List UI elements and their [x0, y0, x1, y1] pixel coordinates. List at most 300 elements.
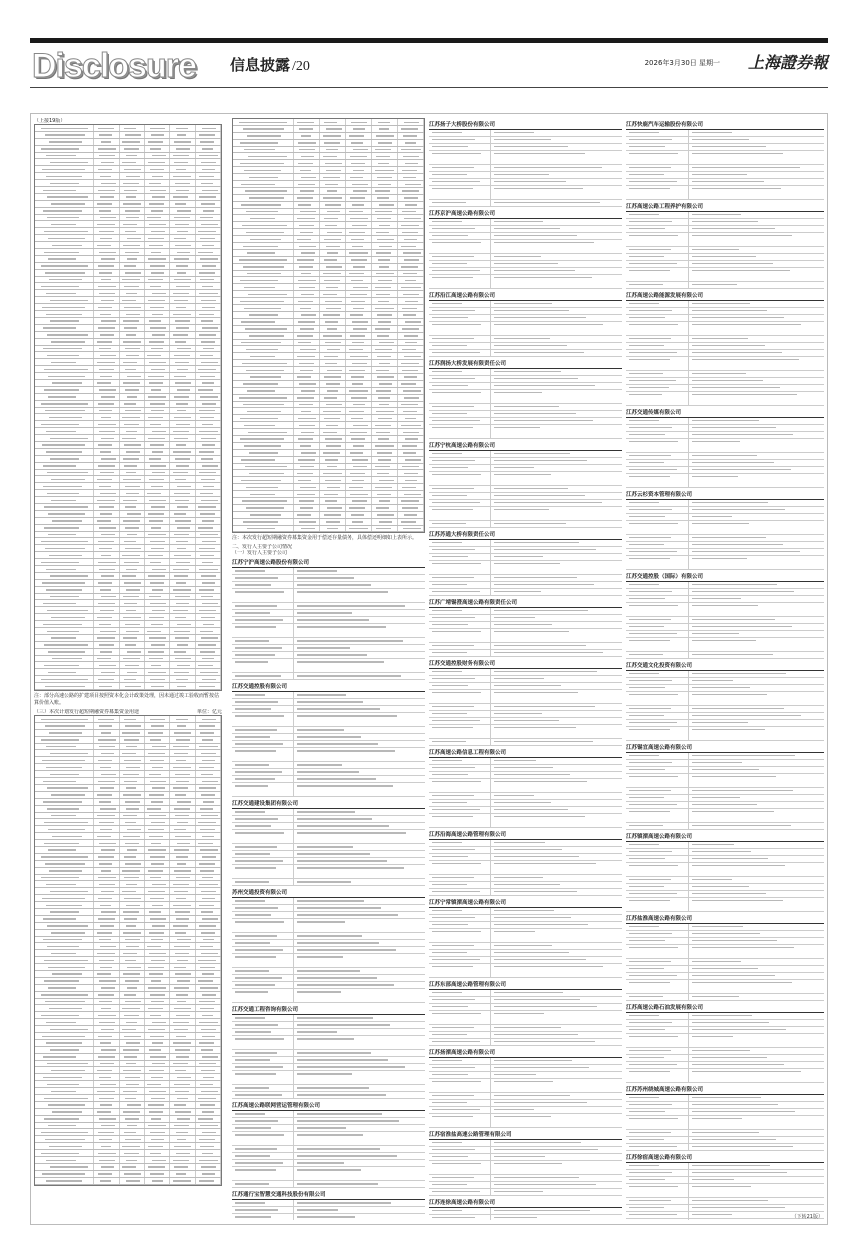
table-cell	[372, 477, 398, 483]
table-cell	[196, 771, 221, 777]
table-row	[35, 332, 221, 339]
table-cell	[196, 750, 221, 756]
table-row	[35, 730, 221, 737]
table-cell	[320, 126, 346, 132]
table-cell	[145, 971, 170, 977]
table-row	[35, 1157, 221, 1164]
table-cell	[170, 380, 195, 386]
table-cell	[320, 491, 346, 497]
table-cell	[294, 257, 320, 263]
table-cell	[170, 153, 195, 159]
table-cell	[372, 457, 398, 463]
table-cell	[94, 332, 119, 338]
table-cell	[196, 1081, 221, 1087]
profile-row	[626, 945, 824, 959]
table-cell	[120, 649, 145, 655]
table-cell	[294, 209, 320, 215]
table-cell	[398, 119, 424, 125]
table-cell	[398, 298, 424, 304]
continued-footer: （下转21版）	[791, 1214, 823, 1220]
table-cell	[145, 159, 170, 165]
profile-row	[429, 322, 622, 336]
table-cell	[196, 819, 221, 825]
table-cell	[196, 683, 221, 689]
table-cell	[294, 319, 320, 325]
table-cell	[398, 277, 424, 283]
table-cell	[35, 442, 94, 448]
table-cell	[94, 166, 119, 172]
table-cell	[346, 243, 372, 249]
table-cell	[35, 332, 94, 338]
table-cell	[398, 312, 424, 318]
table-row	[233, 222, 424, 229]
table-cell	[35, 352, 94, 358]
table-cell	[145, 394, 170, 400]
profile-row	[232, 989, 425, 1003]
table-cell	[145, 628, 170, 634]
table-cell	[294, 250, 320, 256]
table-cell	[170, 730, 195, 736]
table-cell	[294, 388, 320, 394]
table-cell	[35, 635, 94, 641]
table-row	[35, 208, 221, 215]
table-row	[35, 840, 221, 847]
profile-row	[232, 603, 425, 610]
table-cell	[233, 222, 294, 228]
table-cell	[196, 902, 221, 908]
table-cell	[320, 395, 346, 401]
table-cell	[196, 642, 221, 648]
table-cell	[94, 628, 119, 634]
table-cell	[94, 277, 119, 283]
table-row	[35, 1102, 221, 1109]
table-cell	[196, 476, 221, 482]
section-heading: 二、发行人主要子公司情况	[232, 544, 293, 551]
table-cell	[320, 119, 346, 125]
table-cell	[145, 676, 170, 682]
table-cell	[233, 477, 294, 483]
table-cell	[94, 587, 119, 593]
table-cell	[196, 930, 221, 936]
table-cell	[346, 457, 372, 463]
table-cell	[346, 277, 372, 283]
table-cell	[170, 1150, 195, 1156]
table-cell	[233, 271, 294, 277]
table-row	[233, 443, 424, 450]
profile-row	[232, 1167, 425, 1181]
table-cell	[94, 408, 119, 414]
table-cell	[320, 450, 346, 456]
table-cell	[120, 642, 145, 648]
profile-row	[626, 542, 824, 549]
table-cell	[145, 881, 170, 887]
table-cell	[94, 888, 119, 894]
table-cell	[170, 649, 195, 655]
profile-row	[626, 1062, 824, 1069]
table-cell	[120, 442, 145, 448]
table-cell	[294, 298, 320, 304]
table-cell	[294, 188, 320, 194]
table-cell	[398, 395, 424, 401]
table-cell	[145, 723, 170, 729]
table-cell	[94, 750, 119, 756]
table-cell	[372, 133, 398, 139]
table-cell	[196, 881, 221, 887]
company-name: 江苏交通控股财务有限公司	[429, 660, 622, 669]
table-cell	[346, 298, 372, 304]
table-cell	[196, 1164, 221, 1170]
table-row	[35, 304, 221, 311]
table-cell	[398, 236, 424, 242]
table-cell	[145, 875, 170, 881]
table-cell	[170, 1116, 195, 1122]
company-profile	[429, 749, 622, 828]
table-cell	[170, 1129, 195, 1135]
table-cell	[233, 457, 294, 463]
table-cell	[294, 340, 320, 346]
profile-row	[626, 842, 824, 849]
table-row	[35, 662, 221, 669]
table-cell	[145, 750, 170, 756]
table-cell	[94, 1123, 119, 1129]
table-cell	[196, 435, 221, 441]
table-cell	[35, 649, 94, 655]
profile-row	[626, 254, 824, 261]
table-cell	[94, 428, 119, 434]
table-cell	[346, 153, 372, 159]
company-name: 江苏通行宝智慧交通科技股份有限公司	[232, 1191, 425, 1200]
table-cell	[35, 1005, 94, 1011]
table-cell	[346, 498, 372, 504]
table-cell	[120, 311, 145, 317]
table-cell	[372, 167, 398, 173]
company-profile	[429, 360, 622, 439]
table-cell	[170, 297, 195, 303]
table-cell	[196, 854, 221, 860]
table-cell	[170, 159, 195, 165]
table-cell	[35, 813, 94, 819]
table-cell	[294, 429, 320, 435]
table-cell	[294, 133, 320, 139]
profile-row	[232, 809, 425, 816]
company-name: 江苏苏通大桥有限责任公司	[429, 531, 622, 540]
table-cell	[120, 909, 145, 915]
table-cell	[120, 1143, 145, 1149]
table-cell	[94, 656, 119, 662]
table-row	[35, 723, 221, 730]
table-cell	[233, 215, 294, 221]
table-cell	[170, 146, 195, 152]
table-cell	[170, 614, 195, 620]
table-cell	[120, 1061, 145, 1067]
table-cell	[196, 1054, 221, 1060]
table-cell	[372, 402, 398, 408]
table-cell	[94, 1026, 119, 1032]
table-cell	[35, 283, 94, 289]
profile-row	[626, 678, 824, 685]
table-cell	[145, 518, 170, 524]
table-cell	[94, 895, 119, 901]
profile-row	[626, 727, 824, 741]
table-cell	[35, 249, 94, 255]
table-cell	[398, 202, 424, 208]
table-cell	[120, 1033, 145, 1039]
table-cell	[346, 477, 372, 483]
table-cell	[346, 126, 372, 132]
table-cell	[35, 456, 94, 462]
table-cell	[346, 119, 372, 125]
table-cell	[94, 283, 119, 289]
profile-row	[429, 554, 622, 561]
table-cell	[196, 532, 221, 538]
table-cell	[35, 304, 94, 310]
table-row	[35, 428, 221, 435]
profile-row	[429, 772, 622, 779]
table-cell	[120, 750, 145, 756]
table-cell	[233, 346, 294, 352]
table-cell	[372, 250, 398, 256]
profile-row	[429, 561, 622, 575]
table-cell	[196, 1040, 221, 1046]
table-row	[35, 992, 221, 999]
profile-row	[429, 172, 622, 179]
table-cell	[94, 875, 119, 881]
table-cell	[233, 388, 294, 394]
profile-row	[232, 706, 425, 713]
table-row	[35, 1012, 221, 1019]
table-row	[35, 442, 221, 449]
table-cell	[35, 594, 94, 600]
profile-row	[429, 950, 622, 957]
table-cell	[120, 840, 145, 846]
profile-row	[429, 676, 622, 683]
table-cell	[145, 304, 170, 310]
table-cell	[170, 366, 195, 372]
table-cell	[120, 297, 145, 303]
profile-row	[626, 514, 824, 521]
table-cell	[372, 215, 398, 221]
table-cell	[35, 559, 94, 565]
profile-row	[626, 1130, 824, 1137]
company-profile	[429, 1131, 622, 1196]
table-cell	[94, 833, 119, 839]
table-cell	[94, 930, 119, 936]
table-cell	[398, 408, 424, 414]
table-row	[35, 346, 221, 353]
table-cell	[120, 304, 145, 310]
profile-row	[626, 1116, 824, 1130]
profile-row	[626, 624, 824, 631]
table-cell	[170, 819, 195, 825]
table-cell	[145, 476, 170, 482]
table-cell	[170, 559, 195, 565]
table-cell	[196, 909, 221, 915]
table-cell	[320, 429, 346, 435]
table-cell	[170, 676, 195, 682]
table-cell	[35, 1067, 94, 1073]
table-cell	[233, 360, 294, 366]
profile-row	[626, 1177, 824, 1184]
table-cell	[233, 160, 294, 166]
table-row	[35, 1143, 221, 1150]
profile-row	[626, 973, 824, 980]
table-cell	[35, 173, 94, 179]
table-cell	[196, 366, 221, 372]
company-name: 江苏徐宿高速公路有限公司	[626, 1154, 824, 1163]
table-cell	[196, 1088, 221, 1094]
table-cell	[120, 875, 145, 881]
profile-row	[429, 144, 622, 151]
profile-row	[626, 994, 824, 1001]
table-cell	[346, 415, 372, 421]
profile-row	[626, 418, 824, 425]
table-cell	[145, 132, 170, 138]
profile-row	[232, 645, 425, 652]
table-cell	[372, 153, 398, 159]
table-cell	[35, 1171, 94, 1177]
profile-row	[626, 350, 824, 357]
table-cell	[120, 1136, 145, 1142]
table-row	[35, 1040, 221, 1047]
table-cell	[233, 484, 294, 490]
table-cell	[120, 318, 145, 324]
profile-row	[626, 343, 824, 350]
table-cell	[372, 408, 398, 414]
table-cell	[346, 484, 372, 490]
table-cell	[120, 456, 145, 462]
table-cell	[145, 456, 170, 462]
table-cell	[145, 1040, 170, 1046]
table-row	[35, 868, 221, 875]
table-cell	[372, 140, 398, 146]
table-row	[233, 395, 424, 402]
table-row	[233, 408, 424, 415]
table-cell	[170, 290, 195, 296]
profile-row	[429, 711, 622, 718]
table-cell	[35, 799, 94, 805]
profile-row	[626, 809, 824, 823]
profile-row	[232, 898, 425, 905]
table-cell	[35, 930, 94, 936]
table-cell	[145, 428, 170, 434]
table-cell	[120, 339, 145, 345]
table-cell	[196, 139, 221, 145]
table-cell	[233, 374, 294, 380]
table-cell	[196, 166, 221, 172]
table-cell	[372, 415, 398, 421]
table-cell	[120, 957, 145, 963]
table-row	[35, 861, 221, 868]
table-cell	[145, 532, 170, 538]
table-cell	[120, 1012, 145, 1018]
table-cell	[35, 943, 94, 949]
table-row	[233, 381, 424, 388]
table-cell	[170, 785, 195, 791]
table-cell	[94, 683, 119, 689]
table-cell	[120, 978, 145, 984]
table-cell	[94, 716, 119, 722]
table-cell	[145, 819, 170, 825]
table-cell	[372, 519, 398, 525]
table-cell	[94, 339, 119, 345]
table-cell	[233, 443, 294, 449]
table-cell	[346, 188, 372, 194]
profile-row	[429, 383, 622, 390]
table-cell	[120, 153, 145, 159]
table-cell	[170, 1054, 195, 1060]
table-cell	[120, 249, 145, 255]
table-cell	[35, 263, 94, 269]
profile-row	[232, 1207, 425, 1214]
table-cell	[233, 512, 294, 518]
company-profile	[429, 210, 622, 289]
table-cell	[233, 243, 294, 249]
table-cell	[145, 139, 170, 145]
table-row	[233, 498, 424, 505]
profile-row	[626, 282, 824, 289]
table-row	[233, 264, 424, 271]
table-cell	[145, 1088, 170, 1094]
table-cell	[170, 394, 195, 400]
profile-row	[429, 1182, 622, 1189]
table-cell	[170, 923, 195, 929]
table-cell	[145, 847, 170, 853]
table-cell	[35, 215, 94, 221]
table-cell	[170, 201, 195, 207]
table-cell	[320, 526, 346, 532]
table-cell	[196, 587, 221, 593]
table-cell	[294, 512, 320, 518]
table-cell	[170, 1178, 195, 1184]
table-cell	[170, 868, 195, 874]
table-cell	[145, 716, 170, 722]
table-cell	[170, 346, 195, 352]
table-cell	[145, 669, 170, 675]
table-cell	[294, 395, 320, 401]
table-cell	[145, 380, 170, 386]
table-cell	[94, 1171, 119, 1177]
table-cell	[320, 512, 346, 518]
table-cell	[196, 888, 221, 894]
profile-row	[429, 151, 622, 165]
table-cell	[170, 1040, 195, 1046]
table-cell	[294, 477, 320, 483]
table-cell	[196, 470, 221, 476]
table-cell	[196, 1129, 221, 1135]
table-cell	[94, 435, 119, 441]
table-cell	[120, 208, 145, 214]
table-cell	[145, 1102, 170, 1108]
table-cell	[120, 132, 145, 138]
profile-row	[429, 718, 622, 725]
profile-row	[429, 418, 622, 425]
profile-row	[626, 247, 824, 254]
company-name: 江苏广靖锡澄高速公路有限责任公司	[429, 599, 622, 608]
table-cell	[35, 552, 94, 558]
table-row	[233, 215, 424, 222]
table-cell	[170, 621, 195, 627]
table-row	[35, 649, 221, 656]
table-cell	[196, 401, 221, 407]
table-cell	[346, 195, 372, 201]
table-cell	[145, 208, 170, 214]
table-cell	[294, 174, 320, 180]
profile-row	[626, 795, 824, 802]
table-cell	[233, 126, 294, 132]
table-cell	[145, 166, 170, 172]
profile-row	[626, 357, 824, 371]
table-cell	[170, 518, 195, 524]
